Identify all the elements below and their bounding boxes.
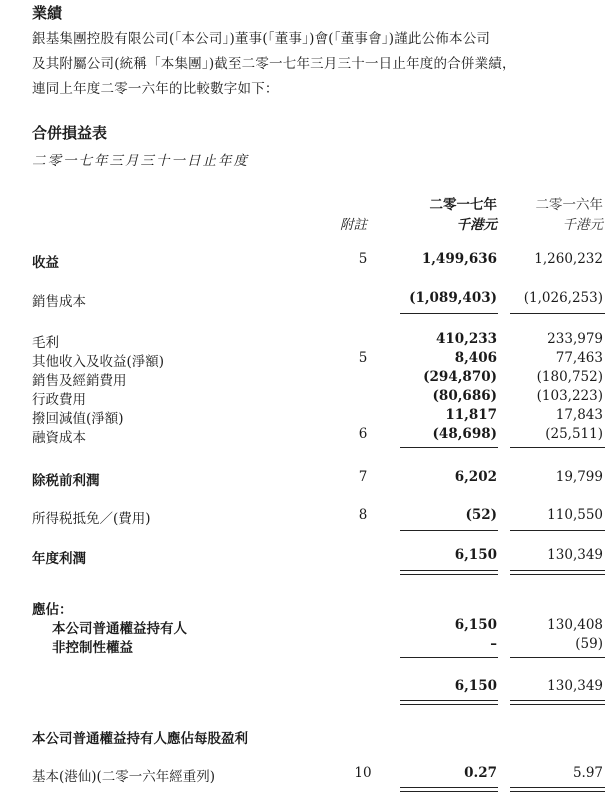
row-value-2017-admin-expenses: (80,686) <box>432 388 497 404</box>
row-value-2017-attributable-total: 6,150 <box>454 678 497 694</box>
rule-subtotal-2016 <box>510 657 605 658</box>
double-rule-2016 <box>510 704 605 705</box>
row-value-2016-attributable-total: 130,349 <box>547 678 603 694</box>
row-value-2017-non-controlling-interests: – <box>490 636 497 652</box>
row-value-2016-owners-of-company: 130,408 <box>547 617 603 633</box>
row-value-2017-cost-of-sales: (1,089,403) <box>409 290 497 306</box>
rule-subtotal-2016 <box>510 530 605 531</box>
double-rule-2017 <box>400 574 498 575</box>
row-label-revenue: 收益 <box>32 255 59 271</box>
row-value-2016-profit-for-year: 130,349 <box>547 547 603 563</box>
rule-subtotal-2017 <box>400 530 498 531</box>
row-note-finance-costs: 6 <box>358 426 368 442</box>
double-rule-2017 <box>400 570 498 571</box>
column-unit-2017: 千港元 <box>456 217 497 233</box>
row-label-eps-heading: 本公司普通權益持有人應佔每股盈利 <box>32 731 248 747</box>
row-label-impairment-reversal: 撥回減值(淨額) <box>32 411 124 427</box>
column-year-2017: 二零一七年 <box>429 197 497 213</box>
double-rule-2016 <box>510 700 605 701</box>
row-label-selling-expenses: 銷售及經銷費用 <box>32 373 127 389</box>
row-value-2016-selling-expenses: (180,752) <box>536 369 603 385</box>
row-value-2016-income-tax: 110,550 <box>547 507 603 523</box>
row-value-2017-finance-costs: (48,698) <box>432 426 497 442</box>
column-year-2016: 二零一六年 <box>535 197 603 213</box>
row-value-2016-cost-of-sales: (1,026,253) <box>523 290 603 306</box>
row-value-2016-non-controlling-interests: (59) <box>575 636 603 652</box>
row-value-2016-eps-basic: 5.97 <box>572 765 603 781</box>
intro-line-2: 及其附屬公司(統稱「本集團」)截至二零一七年三月三十一日止年度的合併業績， <box>32 56 516 72</box>
row-value-2017-selling-expenses: (294,870) <box>423 369 497 385</box>
row-note-profit-before-tax: 7 <box>358 469 368 485</box>
row-value-2016-other-income: 77,463 <box>555 350 603 366</box>
row-value-2017-revenue: 1,499,636 <box>421 251 497 267</box>
row-value-2016-revenue: 1,260,232 <box>534 251 603 267</box>
row-value-2017-gross-profit: 410,233 <box>435 331 497 347</box>
statement-period: 二零一七年三月三十一日止年度 <box>32 153 249 169</box>
double-rule-2017 <box>400 791 498 792</box>
column-unit-2016: 千港元 <box>562 217 603 233</box>
double-rule-2016 <box>510 570 605 571</box>
rule-subtotal-2017 <box>400 313 498 314</box>
row-value-2017-profit-for-year: 6,150 <box>454 547 497 563</box>
row-label-cost-of-sales: 銷售成本 <box>32 294 86 310</box>
double-rule-2016 <box>510 787 605 788</box>
row-value-2016-gross-profit: 233,979 <box>547 331 603 347</box>
row-label-eps-basic: 基本(港仙)(二零一六年經重列) <box>32 769 216 785</box>
double-rule-2016 <box>510 574 605 575</box>
double-rule-2017 <box>400 700 498 701</box>
row-note-eps-basic: 10 <box>354 765 372 781</box>
row-label-finance-costs: 融資成本 <box>32 430 86 446</box>
rule-subtotal-2017 <box>400 447 498 448</box>
column-note: 附註 <box>340 217 367 233</box>
row-note-other-income: 5 <box>358 350 368 366</box>
row-label-admin-expenses: 行政費用 <box>32 392 86 408</box>
row-value-2017-impairment-reversal: 11,817 <box>445 407 497 423</box>
double-rule-2017 <box>400 704 498 705</box>
intro-line-1: 銀基集團控股有限公司(「本公司」)董事(「董事」)會(「董事會」)謹此公佈本公司 <box>32 31 491 47</box>
row-label-gross-profit: 毛利 <box>32 335 59 351</box>
row-value-2017-income-tax: (52) <box>465 507 497 523</box>
double-rule-2016 <box>510 791 605 792</box>
row-label-profit-before-tax: 除税前利潤 <box>32 473 100 489</box>
statement-title: 合併損益表 <box>32 124 108 142</box>
row-value-2017-other-income: 8,406 <box>454 350 497 366</box>
row-label-profit-for-year: 年度利潤 <box>32 551 86 567</box>
double-rule-2017 <box>400 787 498 788</box>
row-value-2016-impairment-reversal: 17,843 <box>555 407 603 423</box>
row-value-2016-profit-before-tax: 19,799 <box>555 469 603 485</box>
row-label-other-income: 其他收入及收益(淨額) <box>32 354 165 370</box>
row-label-non-controlling-interests: 非控制性權益 <box>52 640 133 656</box>
row-value-2017-profit-before-tax: 6,202 <box>454 469 497 485</box>
intro-line-3: 連同上年度二零一六年的比較數字如下： <box>32 81 279 97</box>
rule-subtotal-2017 <box>400 657 498 658</box>
rule-subtotal-2016 <box>510 313 605 314</box>
row-label-attributable-to: 應佔： <box>32 602 73 618</box>
row-value-2016-finance-costs: (25,511) <box>545 426 603 442</box>
section-heading: 業績 <box>32 4 63 22</box>
row-value-2016-admin-expenses: (103,223) <box>536 388 603 404</box>
row-note-income-tax: 8 <box>358 507 368 523</box>
row-value-2017-owners-of-company: 6,150 <box>454 617 497 633</box>
row-value-2017-eps-basic: 0.27 <box>464 765 497 781</box>
row-label-income-tax: 所得税抵免／(費用) <box>32 511 151 527</box>
row-label-owners-of-company: 本公司普通權益持有人 <box>52 621 187 637</box>
row-note-revenue: 5 <box>358 251 368 267</box>
rule-subtotal-2016 <box>510 447 605 448</box>
